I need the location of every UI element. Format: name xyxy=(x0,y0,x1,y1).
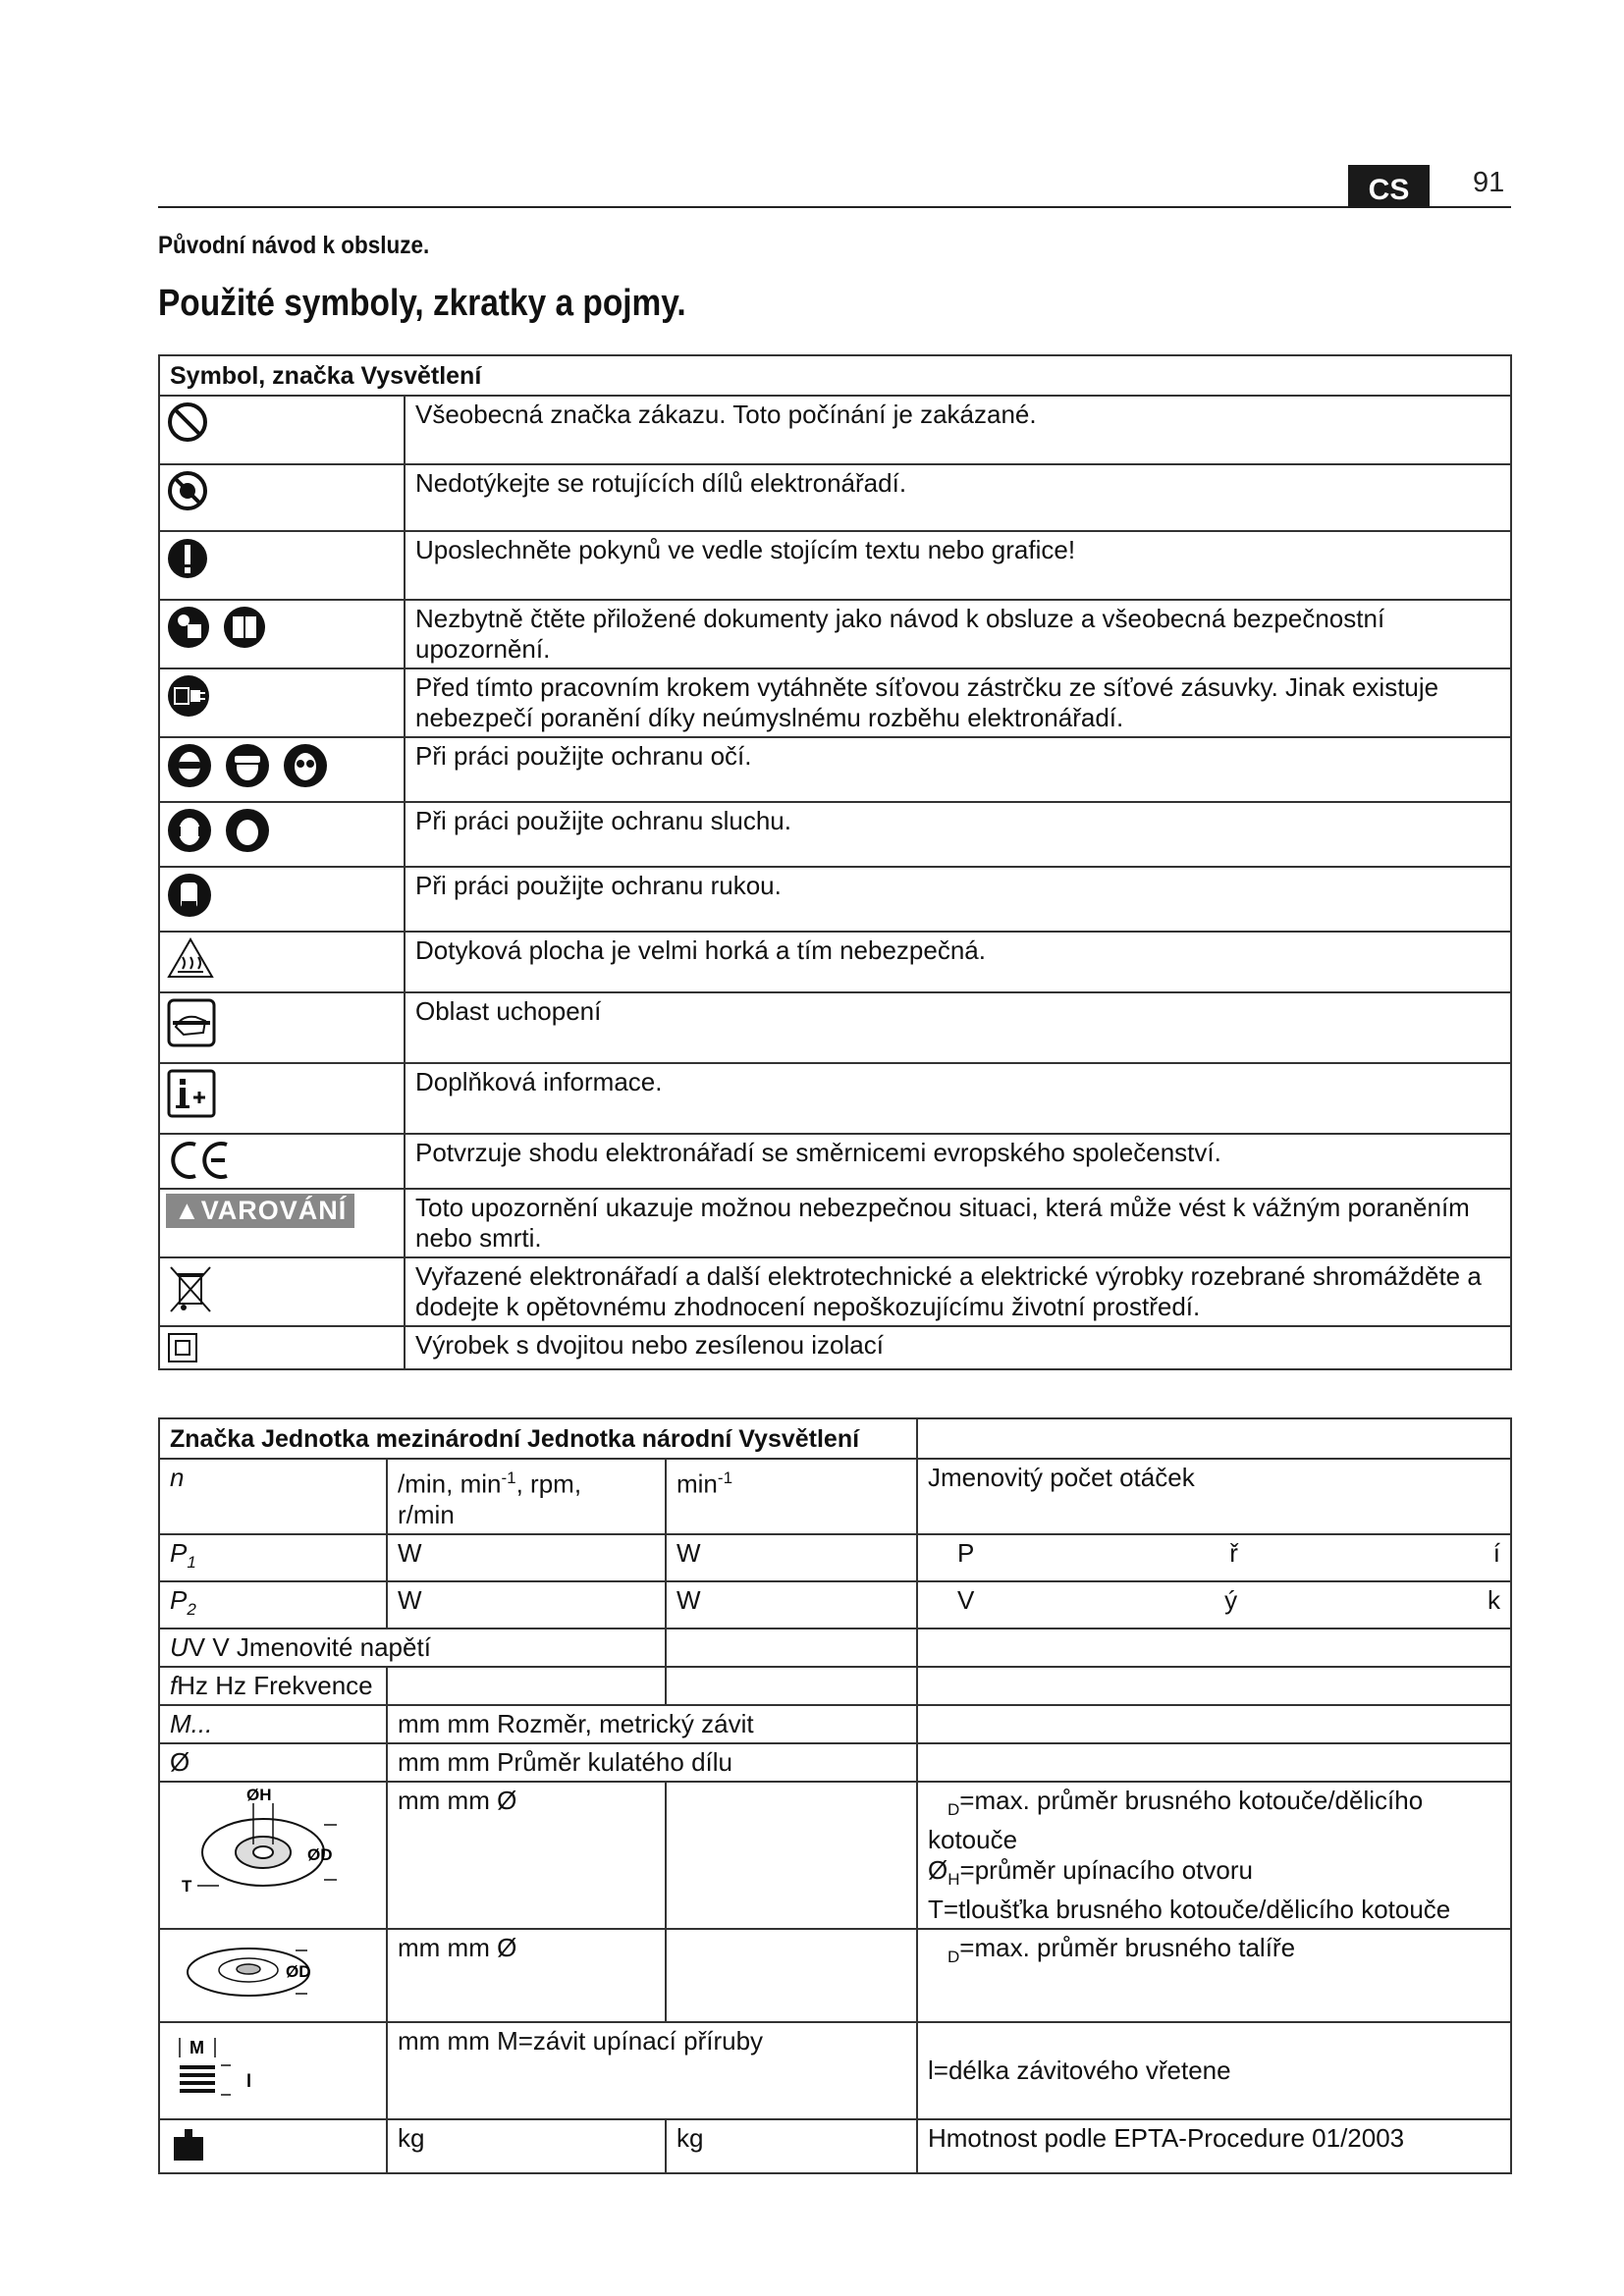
hot-surface-icon xyxy=(166,936,215,980)
table-row xyxy=(159,1581,1511,1629)
table-row xyxy=(159,531,1511,600)
unit-symbol: $P_2$ xyxy=(159,1581,387,1629)
table-row xyxy=(159,867,1511,932)
table-row xyxy=(159,1063,1511,1134)
unit-symbol: $P_1$ xyxy=(159,1534,387,1581)
cutting-disc-icon xyxy=(170,1786,366,1908)
language-tag: CS xyxy=(1348,165,1430,208)
table-row xyxy=(159,668,1511,737)
backing-pad-icon xyxy=(170,1933,366,2011)
unit-row-text: mm mm Průměr kulatého dílu xyxy=(387,1743,917,1782)
earmuff-icon xyxy=(224,807,271,854)
disc-figure xyxy=(159,1782,387,1929)
symbols-table-header: Symbol, značka Vysvětlení xyxy=(159,355,1511,396)
page-number: 91 xyxy=(1473,167,1505,198)
read-manual-icon xyxy=(166,605,211,650)
symbol-desc: Při práci použijte ochranu sluchu. xyxy=(405,802,1511,867)
ear-icon xyxy=(166,807,213,854)
symbol-desc: Nedotýkejte se rotujících dílů elektronářadí. xyxy=(405,464,1511,531)
symbols-table xyxy=(158,354,1512,1370)
unit-national: W xyxy=(666,1534,917,1581)
warning-triangle-icon: ▲ xyxy=(174,1196,201,1225)
symbol-desc: Toto upozornění ukazuje možnou nebezpečnou situaci, která může vést k vážným poraněním nebo smrti. xyxy=(405,1189,1511,1257)
ce-mark-icon xyxy=(166,1139,235,1182)
unit-row-text: mm mm M=závit upínací příruby xyxy=(387,2022,917,2119)
unit-national: W xyxy=(666,1581,917,1629)
goggles-icon xyxy=(166,742,213,789)
table-row xyxy=(159,464,1511,531)
symbol-desc: Před tímto pracovním krokem vytáhněte síťovou zástrčku ze síťové zásuvky. Jinak existuje nebezpečí poranění díky neúmyslnému rozběhu elektronářadí. xyxy=(405,668,1511,737)
table-row xyxy=(159,1189,1511,1257)
symbol-desc: Vyřazené elektronářadí a další elektrotechnické a elektrické výrobky rozebrané shromážděte a dodejte k opětovnému zhodnocení nepoškozujícímu životní prostředí. xyxy=(405,1257,1511,1326)
no-touch-rotating-icon xyxy=(166,469,209,512)
symbol-desc: Potvrzuje shodu elektronářadí se směrnicemi evropského společenství. xyxy=(405,1134,1511,1189)
units-table-header: Značka Jednotka mezinárodní Jednotka národní Vysvětlení xyxy=(159,1418,917,1459)
unit-desc: $_D$=max. průměr brusného talíře xyxy=(917,1929,1511,2022)
face-shield-icon xyxy=(224,742,271,789)
unit-row-text: fHz Hz Frekvence xyxy=(159,1667,387,1705)
double-insulation-icon xyxy=(166,1331,199,1364)
info-plus-icon xyxy=(166,1068,217,1119)
table-row xyxy=(159,737,1511,802)
unit-row-text: mm mm Rozměr, metrický závit xyxy=(387,1705,917,1743)
unit-desc: V ý k xyxy=(917,1581,1511,1629)
exclamation-icon xyxy=(166,536,209,581)
table-row xyxy=(159,2119,1511,2173)
unit-row-text: UV V Jmenovité napětí xyxy=(159,1629,666,1667)
fig-label-d: ØD xyxy=(307,1845,333,1865)
table-row xyxy=(159,1782,1511,1929)
unit-national: kg xyxy=(666,2119,917,2173)
table-row xyxy=(159,1667,1511,1705)
warning-label: ▲VAROVÁNÍ xyxy=(166,1194,354,1228)
symbol-desc: Uposlechněte pokynů ve vedle stojícím textu nebo grafice! xyxy=(405,531,1511,600)
unit-national: $\min^{-1}$ xyxy=(666,1459,917,1534)
symbol-desc: Oblast uchopení xyxy=(405,992,1511,1063)
table-row xyxy=(159,802,1511,867)
table-row xyxy=(159,1326,1511,1369)
unit-intl: W xyxy=(387,1534,666,1581)
table-row xyxy=(159,1929,1511,2022)
fig-label-d: ØD xyxy=(286,1962,311,1982)
symbol-desc: Při práci použijte ochranu očí. xyxy=(405,737,1511,802)
fig-label-h: ØH xyxy=(246,1786,272,1805)
page-title: Použité symboly, zkratky a pojmy. xyxy=(158,283,686,324)
weight-figure xyxy=(159,2119,387,2173)
unit-desc: Jmenovitý počet otáček xyxy=(917,1459,1511,1534)
pad-figure xyxy=(159,1929,387,2022)
unit-intl: kg xyxy=(387,2119,666,2173)
table-row xyxy=(159,1134,1511,1189)
table-row xyxy=(159,1743,1511,1782)
table-row xyxy=(159,2022,1511,2119)
table-row xyxy=(159,932,1511,992)
unit-desc: l=délka závitového vřetene xyxy=(917,2022,1511,2119)
symbol-desc: Nezbytně čtěte přiložené dokumenty jako návod k obsluze a všeobecná bezpečnostní upozornění. xyxy=(405,600,1511,668)
symbol-desc: Všeobecná značka zákazu. Toto počínání je zakázané. xyxy=(405,396,1511,464)
spindle-figure xyxy=(159,2022,387,2119)
table-row xyxy=(159,396,1511,464)
unit-desc: P ř í xyxy=(917,1534,1511,1581)
manual-subtitle: Původní návod k obsluze. xyxy=(158,232,430,259)
unit-symbol: M... xyxy=(159,1705,387,1743)
header-rule xyxy=(158,206,1511,208)
table-row xyxy=(159,1534,1511,1581)
symbol-desc: Doplňková informace. xyxy=(405,1063,1511,1134)
unit-desc: Hmotnost podle EPTA-Procedure 01/2003 xyxy=(917,2119,1511,2173)
unit-symbol: Ø xyxy=(159,1743,387,1782)
unit-intl: W xyxy=(387,1581,666,1629)
unplug-icon xyxy=(166,673,211,719)
unit-symbol: n xyxy=(159,1459,387,1534)
table-row xyxy=(159,1629,1511,1667)
unit-intl: mm mm Ø xyxy=(387,1782,666,1929)
symbol-desc: Dotyková plocha je velmi horká a tím nebezpečná. xyxy=(405,932,1511,992)
fig-label-t: T xyxy=(182,1877,192,1896)
glasses-icon xyxy=(282,742,329,789)
symbol-desc: Výrobek s dvojitou nebo zesílenou izolací xyxy=(405,1326,1511,1369)
unit-intl: mm mm Ø xyxy=(387,1929,666,2022)
fig-label-l: l xyxy=(246,2071,252,2092)
grip-area-icon xyxy=(166,997,217,1048)
fig-label-m: M xyxy=(189,2038,204,2058)
table-row xyxy=(159,1705,1511,1743)
spindle-thread-icon xyxy=(170,2026,268,2109)
symbol-desc: Při práci použijte ochranu rukou. xyxy=(405,867,1511,932)
table-row xyxy=(159,1257,1511,1326)
table-row xyxy=(159,600,1511,668)
unit-intl: /min, $\min^{-1}$, rpm, r/min xyxy=(387,1459,666,1534)
prohibition-icon xyxy=(166,400,209,444)
glove-icon xyxy=(166,872,213,919)
unit-desc: $_D$=max. průměr brusného kotouče/dělicího kotouče $Ø_H=průměr$ upínacího otvoru T=tloušťka brusného kotouče/dělicího kotouče xyxy=(917,1782,1511,1929)
units-table xyxy=(158,1417,1512,2174)
weight-icon xyxy=(170,2123,209,2163)
table-row xyxy=(159,1459,1511,1534)
book-icon xyxy=(222,605,267,650)
table-row xyxy=(159,992,1511,1063)
crossed-bin-icon xyxy=(166,1262,215,1315)
